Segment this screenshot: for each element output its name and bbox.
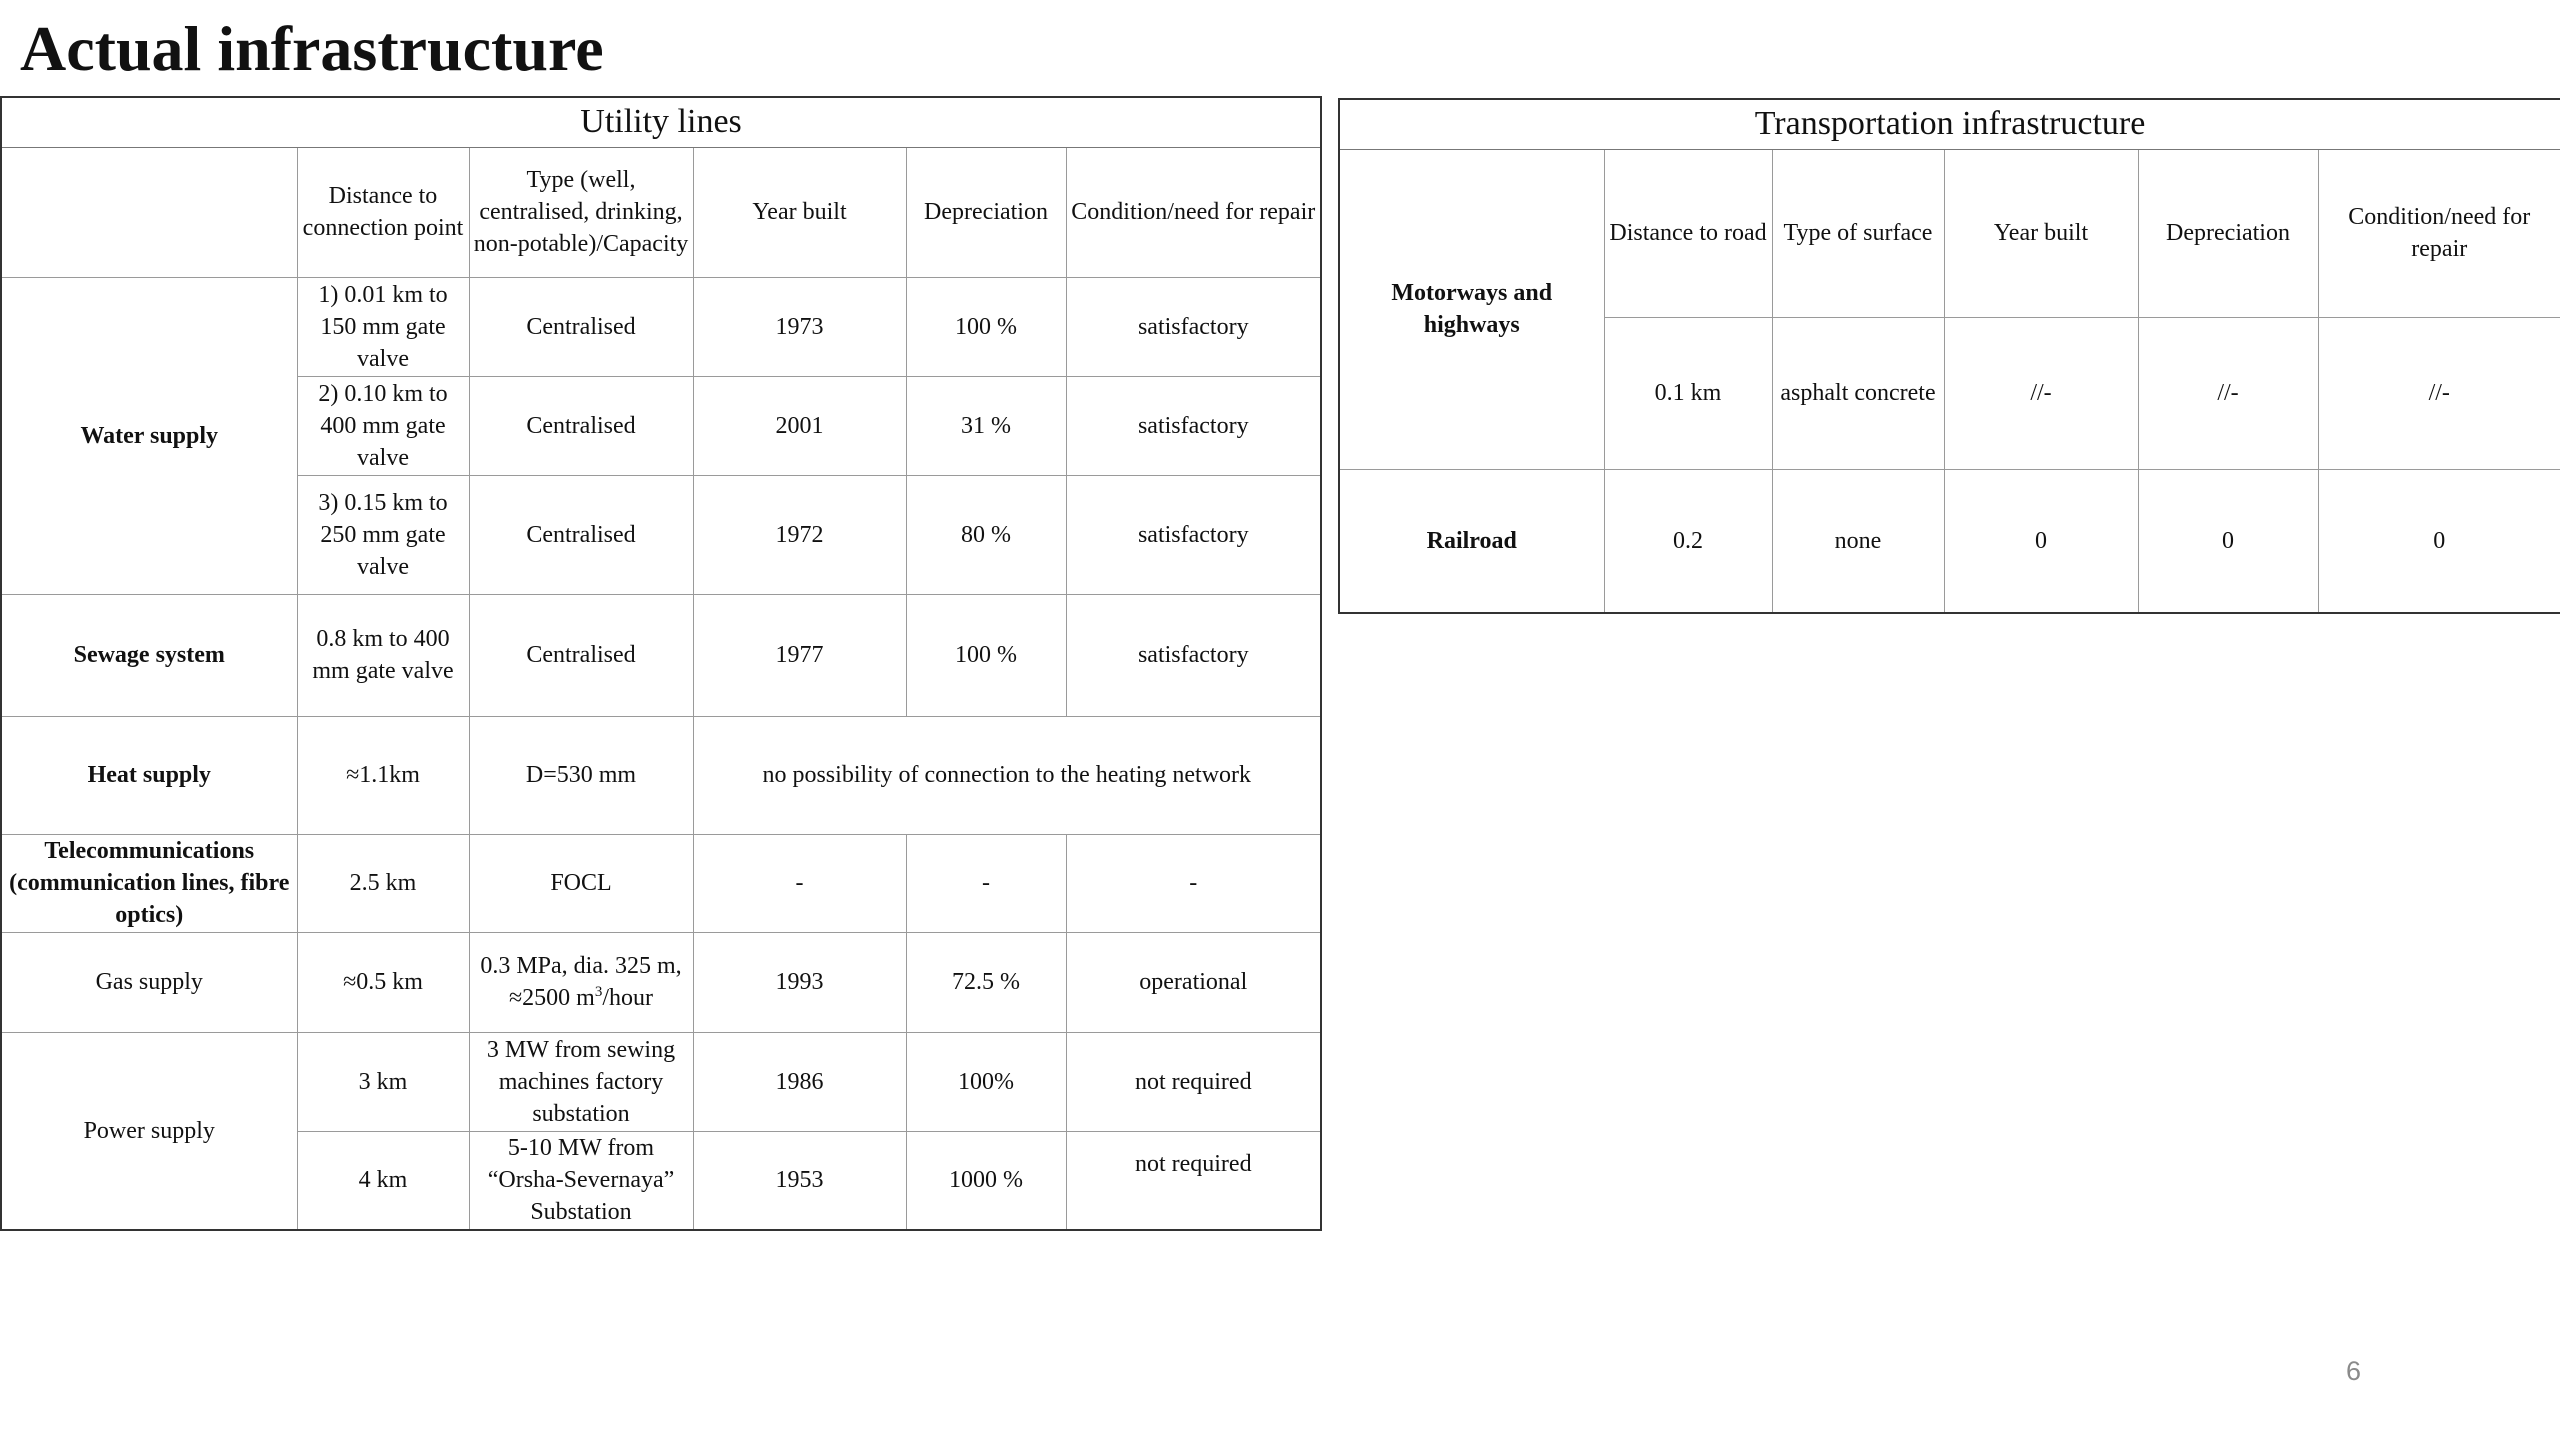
condition-cell: satisfactory	[1066, 277, 1321, 376]
year-cell: 1953	[693, 1131, 906, 1230]
row-label-heat-supply: Heat supply	[1, 716, 297, 834]
depreciation-cell: 72.5 %	[906, 932, 1066, 1032]
column-header: Depreciation	[906, 147, 1066, 277]
surface-cell: none	[1772, 469, 1944, 613]
transport-table-caption: Transportation infrastructure	[1339, 99, 2560, 149]
row-label-gas-supply: Gas supply	[1, 932, 297, 1032]
distance-cell: 2) 0.10 km to 400 mm gate valve	[297, 376, 469, 475]
row-label-railroad: Railroad	[1339, 469, 1604, 613]
type-cell	[469, 932, 693, 1032]
page-title: Actual infrastructure	[20, 13, 604, 84]
empty-header-cell	[1, 147, 297, 277]
table-row	[1, 594, 1321, 716]
distance-cell: 4 km	[297, 1131, 469, 1230]
year-cell: 1972	[693, 475, 906, 594]
transport-header-row	[1339, 149, 2560, 317]
column-header: Depreciation	[2138, 149, 2318, 317]
table-row	[1, 277, 1321, 376]
condition-cell: //-	[2318, 317, 2560, 469]
row-label-power-supply: Power supply	[1, 1032, 297, 1230]
distance-cell: 3) 0.15 km to 250 mm gate valve	[297, 475, 469, 594]
table-row	[1, 716, 1321, 834]
distance-cell: 0.8 km to 400 mm gate valve	[297, 594, 469, 716]
distance-cell: 3 km	[297, 1032, 469, 1131]
table-row	[1, 932, 1321, 1032]
distance-cell: ≈1.1km	[297, 716, 469, 834]
year-cell: //-	[1944, 317, 2138, 469]
row-label-motorways: Motorways and highways	[1339, 149, 1604, 469]
type-cell: D=530 mm	[469, 716, 693, 834]
year-cell: 1977	[693, 594, 906, 716]
year-cell: 1973	[693, 277, 906, 376]
table-row	[1339, 469, 2560, 613]
year-cell: 1993	[693, 932, 906, 1032]
depreciation-cell: 100 %	[906, 594, 1066, 716]
condition-cell: satisfactory	[1066, 475, 1321, 594]
type-cell: Centralised	[469, 594, 693, 716]
column-header: Distance to road	[1604, 149, 1772, 317]
row-label-telecommunications: Telecommunications (communication lines, fibre optics)	[1, 834, 297, 932]
gas-type-superscript: 3	[594, 984, 603, 1000]
year-cell: 0	[1944, 469, 2138, 613]
type-cell: 5-10 MW from “Orsha-Severnaya” Substation	[469, 1131, 693, 1230]
type-cell: 3 MW from sewing machines factory substation	[469, 1032, 693, 1131]
depreciation-cell: //-	[2138, 317, 2318, 469]
heat-supply-note: no possibility of connection to the heating network	[693, 716, 1321, 834]
column-header: Condition/need for repair	[1066, 147, 1321, 277]
condition-cell: satisfactory	[1066, 376, 1321, 475]
type-cell: Centralised	[469, 475, 693, 594]
distance-cell: ≈0.5 km	[297, 932, 469, 1032]
utility-table-caption: Utility lines	[1, 97, 1321, 147]
condition-cell: -	[1066, 834, 1321, 932]
type-cell: Centralised	[469, 376, 693, 475]
row-label-sewage-system: Sewage system	[1, 594, 297, 716]
distance-cell: 0.1 km	[1604, 317, 1772, 469]
depreciation-cell: 31 %	[906, 376, 1066, 475]
depreciation-cell: -	[906, 834, 1066, 932]
depreciation-cell: 80 %	[906, 475, 1066, 594]
condition-cell: not required	[1066, 1032, 1321, 1131]
distance-cell: 0.2	[1604, 469, 1772, 613]
depreciation-cell: 1000 %	[906, 1131, 1066, 1230]
depreciation-cell: 100 %	[906, 277, 1066, 376]
depreciation-cell: 0	[2138, 469, 2318, 613]
depreciation-cell: 100%	[906, 1032, 1066, 1131]
condition-cell: satisfactory	[1066, 594, 1321, 716]
gas-type-unit: /hour	[602, 985, 653, 1011]
table-row	[1, 1032, 1321, 1131]
column-header: Condition/need for repair	[2318, 149, 2560, 317]
column-header: Year built	[693, 147, 906, 277]
type-cell: FOCL	[469, 834, 693, 932]
year-cell: 2001	[693, 376, 906, 475]
utility-lines-table	[0, 96, 1322, 1231]
year-cell: -	[693, 834, 906, 932]
year-cell: 1986	[693, 1032, 906, 1131]
distance-cell: 1) 0.01 km to 150 mm gate valve	[297, 277, 469, 376]
gas-type-text: 0.3 MPa, dia. 325 m, ≈2500 m	[480, 953, 682, 1011]
condition-cell: operational	[1066, 932, 1321, 1032]
column-header: Distance to connection point	[297, 147, 469, 277]
surface-cell: asphalt concrete	[1772, 317, 1944, 469]
utility-header-row	[1, 147, 1321, 277]
table-row	[1, 834, 1321, 932]
row-label-water-supply: Water supply	[1, 277, 297, 594]
transportation-infrastructure-table	[1338, 98, 2560, 614]
column-header: Type of surface	[1772, 149, 1944, 317]
type-cell: Centralised	[469, 277, 693, 376]
page-number: 6	[2346, 1356, 2362, 1386]
condition-cell: not required	[1066, 1131, 1321, 1230]
column-header: Year built	[1944, 149, 2138, 317]
distance-cell: 2.5 km	[297, 834, 469, 932]
column-header: Type (well, centralised, drinking, non-potable)/Capacity	[469, 147, 693, 277]
condition-cell: 0	[2318, 469, 2560, 613]
